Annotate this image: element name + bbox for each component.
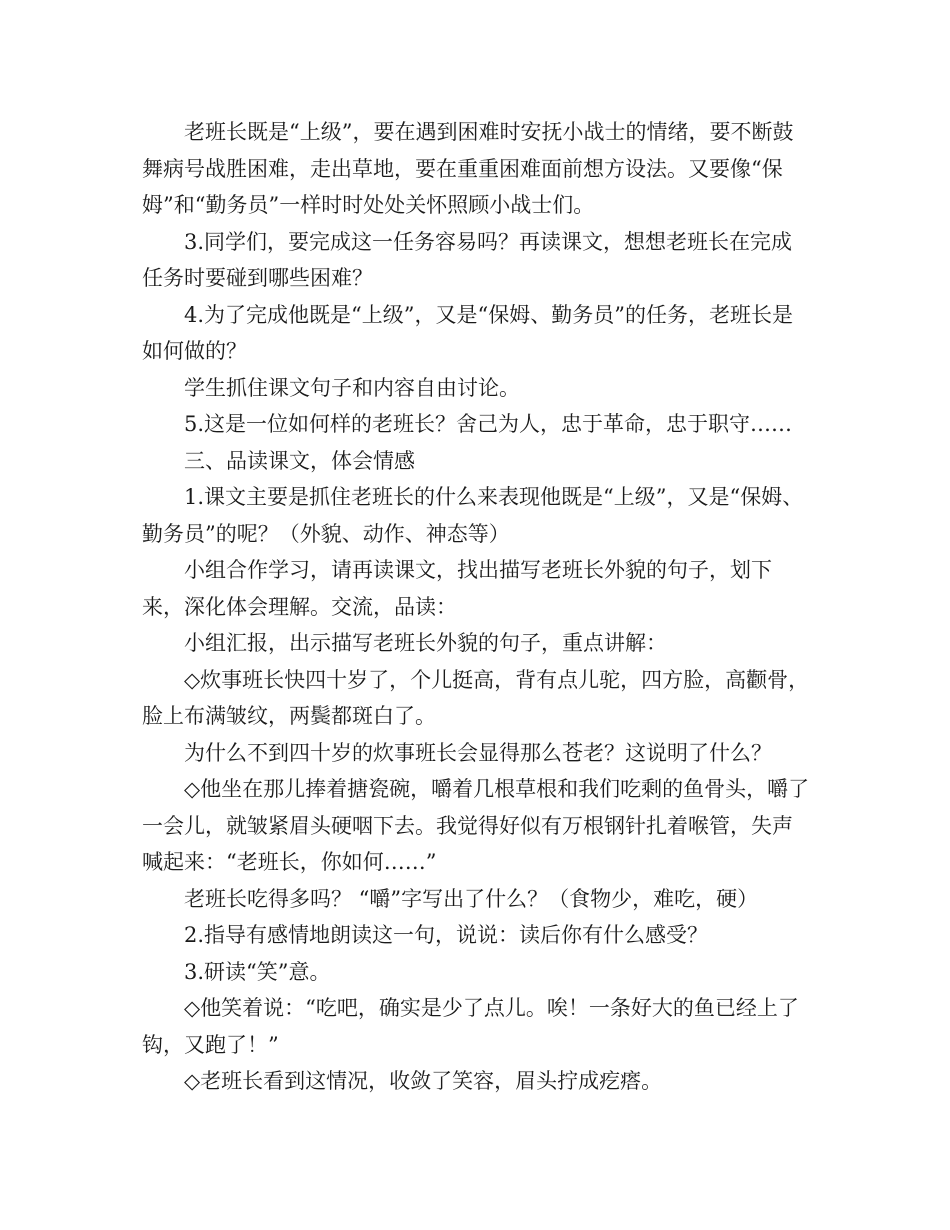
quote-smile: ◇他笑着说：“吃吧，确实是少了点儿。唉！一条好大的鱼已经上了钩，又跑了！”: [142, 996, 799, 1057]
paragraph-7: 1.课文主要是抓住老班长的什么来表现他既是“上级”，又是“保姆、勤务员”的呢？（外貌、动作、神态等）: [142, 485, 804, 546]
paragraph-5: 5.这是一位如何样的老班长？舍己为人，忠于革命，忠于职守……: [184, 412, 793, 436]
document-body: [142, 114, 810, 1100]
paragraph-9: 小组汇报，出示描写老班长外貌的句子，重点讲解：: [184, 631, 667, 655]
paragraph-1: 老班长既是“上级”，要在遇到困难时安抚小战士的情绪，要不断鼓舞病号战胜困难，走出草地，要在重重困难面前想方设法。又要像“保姆”和“勤务员”一样时时处处关怀照顾小战士们。: [142, 120, 794, 217]
quote-appearance: ◇炊事班长快四十岁了，个儿挺高，背有点儿驼，四方脸，高颧骨，脸上布满皱纹，两鬓都斑白了。: [142, 667, 810, 728]
paragraph-11: 为什么不到四十岁的炊事班长会显得那么苍老？这说明了什么？: [184, 740, 772, 765]
paragraph-2: 3.同学们，要完成这一任务容易吗？再读课文，想想老班长在完成任务时要碰到哪些困难？: [142, 229, 793, 290]
quote-eating: ◇他坐在那儿捧着搪瓷碗，嚼着几根草根和我们吃剩的鱼骨头，嚼了一会儿，就皱紧眉头硬咽下去。我觉得好似有万根钢针扎着喉管，失声喊起来：“老班长，你如何……”: [142, 777, 810, 874]
paragraph-8: 小组合作学习，请再读课文，找出描写老班长外貌的句子，划下来，深化体会理解。交流，品读：: [142, 558, 772, 619]
paragraph-4: 学生抓住课文句子和内容自由讨论。: [184, 375, 520, 400]
paragraph-15: 3.研读“笑”意。: [184, 959, 331, 984]
paragraph-3: 4.为了完成他既是“上级”，又是“保姆、勤务员”的任务，老班长是如何做的？: [142, 302, 793, 363]
section-heading-3: 三、品读课文，体会情感: [184, 448, 415, 473]
paragraph-13: 老班长吃得多吗？ “嚼”字写出了什么？（食物少，难吃，硬）: [184, 886, 759, 911]
paragraph-14: 2.指导有感情地朗读这一句，说说：读后你有什么感受？: [184, 923, 709, 947]
quote-frown: ◇老班长看到这情况，收敛了笑容，眉头拧成疙瘩。: [184, 1069, 663, 1093]
